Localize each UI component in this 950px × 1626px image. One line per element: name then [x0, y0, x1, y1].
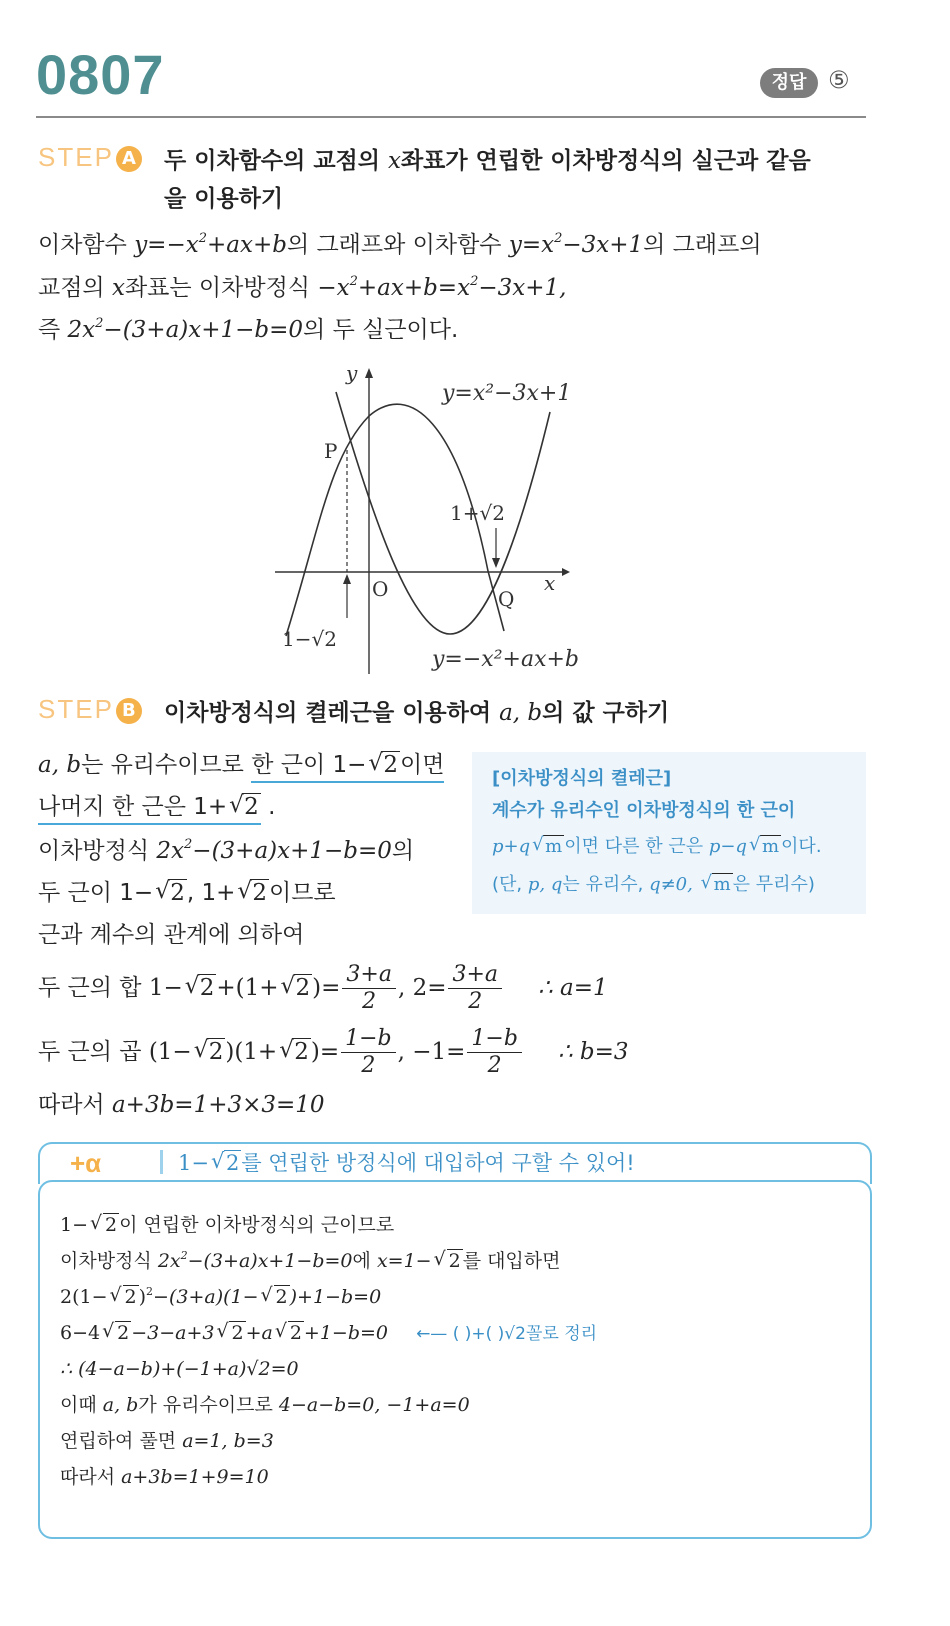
y-axis-arrow [365, 368, 373, 378]
hint-title: [이차방정식의 켤레근] [492, 768, 672, 789]
step-a-line-2: 교점의 x좌표는 이차방정식 $-x^2+ax+b=x^2-3x+1$, [38, 274, 567, 301]
step-word: STEP [38, 142, 114, 172]
step-b-line-3: 이차방정식 $2x^2-(3+a)x+1-b=0$의 [38, 837, 415, 864]
hint-line-2: p+q√ m 이면 다른 한 근은 p−q√ m 이다. [492, 834, 822, 860]
parabola-graph [260, 356, 640, 686]
header-divider [36, 116, 866, 118]
step-b-conclusion: 따라서 a+3b=1+3×3=10 [38, 1092, 325, 1118]
origin-label: O [372, 577, 389, 601]
step-b-product-line: 두 근의 곱 (1−√ 2)(1+√ 2)= $\frac{1-b}{2}$ , −1= $\frac{1-b}{2}$ ∴ b=3 [38, 1022, 629, 1082]
hint-box [472, 752, 866, 914]
left-root-arrowhead [343, 574, 351, 584]
upward-parabola [336, 392, 550, 634]
step-b-line-4: 두 근이 1−√ 2, 1+√ 2이므로 [38, 878, 336, 908]
step-letter-badge: A [116, 146, 142, 172]
alpha-line-5: ∴ (4−a−b)+(−1+a)√2=0 [60, 1358, 299, 1380]
x-axis-label: x [544, 571, 556, 595]
alpha-title: 1−√ 2를 연립한 방정식에 대입하여 구할 수 있어! [178, 1148, 635, 1178]
point-q-label: Q [498, 587, 515, 611]
answer-value: ⑤ [828, 66, 850, 94]
alpha-line-1: 1−√ 2 이 연립한 이차방정식의 근이므로 [60, 1212, 394, 1238]
step-a-line-3: 즉 $2x^2-(3+a)x+1-b=0$의 두 실근이다. [38, 316, 459, 343]
hint-line-3: (단, p, q는 유리수, q≠0, √ m 은 무리수) [492, 872, 815, 898]
root-right-label: 1+√2 [450, 501, 505, 525]
step-b-title: 이차방정식의 켤레근을 이용하여 a, b의 값 구하기 [164, 700, 670, 726]
right-root-arrowhead [492, 558, 500, 568]
step-a-label [38, 142, 142, 173]
root-left-label: 1−√2 [282, 627, 337, 651]
problem-number: 0807 [36, 43, 165, 106]
y-axis-label: y [346, 361, 358, 385]
curve1-label: y=x²−3x+1 [442, 381, 572, 406]
x-axis-arrow [562, 568, 570, 576]
step-a-line-1: 이차함수 $y=-x^2+ax+b$의 그래프와 이차함수 $y=x^2-3x+1$의 그래프의 [38, 231, 762, 258]
alpha-note: ←— ( )+( )√2꼴로 정리 [416, 1324, 598, 1344]
step-b-sum-line: 두 근의 합 1−√ 2+(1+√ 2)= $\frac{3+a}{2}$ , 2= $\frac{3+a}{2}$ ∴ a=1 [38, 958, 608, 1018]
step-b-line-1: a, b는 유리수이므로 한 근이 1−√ 2이면 [38, 750, 444, 780]
step-letter-badge: B [116, 698, 142, 724]
step-a-title: 두 이차함수의 교점의 x좌표가 연립한 이차방정식의 실근과 같음 을 이용하기 [164, 148, 811, 212]
alpha-line-3: 2(1−√ 2 )$^2$−(3+a)(1−√ 2 )+1−b=0 [60, 1284, 381, 1310]
step-b-label [38, 694, 142, 725]
alpha-line-4: 6−4√ 2 −3−a+3√ 2 +a√ 2 +1−b=0 ←— ( )+( )√2꼴로 정리 [60, 1320, 597, 1347]
alpha-line-2: 이차방정식 $2x^2-(3+a)x+1-b=0$에 x=1−√ 2 를 대입하면 [60, 1248, 561, 1274]
alpha-badge: +α [70, 1148, 102, 1178]
alpha-line-7: 연립하여 풀면 a=1, b=3 [60, 1430, 274, 1452]
answer-badge: 정답 [760, 68, 818, 98]
curve2-label: y=−x²+ax+b [432, 647, 579, 672]
step-b-line-2: 나머지 한 근은 1+√ 2 . [38, 792, 275, 822]
hint-line-1: 계수가 유리수인 이차방정식의 한 근이 [492, 800, 796, 821]
step-word: STEP [38, 694, 114, 724]
alpha-line-8: 따라서 a+3b=1+9=10 [60, 1466, 269, 1488]
alpha-title-divider [160, 1150, 163, 1174]
step-b-line-5: 근과 계수의 관계에 의하여 [38, 922, 305, 948]
alpha-line-6: 이때 a, b가 유리수이므로 4−a−b=0, −1+a=0 [60, 1394, 470, 1416]
point-p-label: P [324, 439, 338, 463]
